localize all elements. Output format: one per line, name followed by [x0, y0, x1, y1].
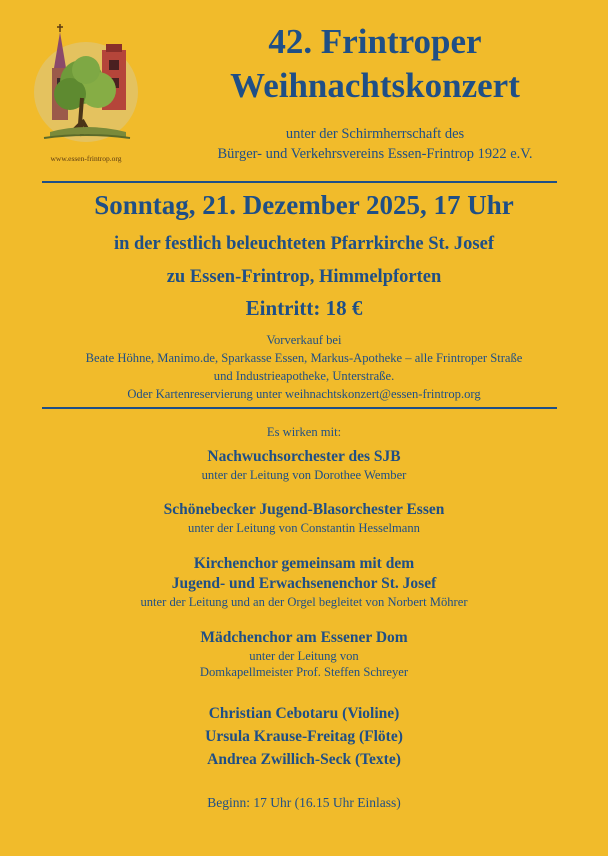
- begin-time: Beginn: 17 Uhr (16.15 Uhr Einlass): [207, 795, 401, 810]
- performer-group: [0, 500, 608, 536]
- group-conductor: unter der Leitung von: [249, 649, 359, 663]
- logo-url: www.essen-frintrop.org: [50, 154, 122, 163]
- presale-info: [0, 331, 608, 403]
- frintrop-church-tree-logo-icon: [30, 20, 142, 152]
- group-title: Jugend- und Erwachsenenchor St. Josef: [171, 575, 437, 592]
- group-title: Nachwuchsorchester des SJB: [207, 448, 401, 465]
- title-line-1: 42. Frintroper: [268, 22, 482, 61]
- title-line-2: Weihnachtskonzert: [230, 66, 520, 105]
- performer-group: [0, 628, 608, 680]
- divider-top: [42, 181, 557, 183]
- divider-bottom: [42, 407, 557, 409]
- group-conductor: unter der Leitung von Dorothee Wember: [201, 468, 407, 482]
- admission-price: Eintritt: 18 €: [245, 296, 363, 320]
- soloist: Andrea Zwillich-Seck (Texte): [207, 751, 401, 768]
- presale-line-1: Vorverkauf bei: [266, 333, 342, 347]
- presale-line-2: Beate Höhne, Manimo.de, Sparkasse Essen, Markus-Apotheke – alle Frintroper Straße: [85, 351, 523, 365]
- presale-line-4: Oder Kartenreservierung unter weihnachtskonzert@essen-frintrop.org: [127, 387, 481, 401]
- group-conductor: Domkapellmeister Prof. Steffen Schreyer: [199, 665, 409, 679]
- logo: [30, 20, 142, 163]
- event-location-line-1: in der festlich beleuchteten Pfarrkirche St. Josef: [113, 234, 495, 254]
- event-date: Sonntag, 21. Dezember 2025, 17 Uhr: [94, 190, 514, 220]
- group-title: Schönebecker Jugend-Blasorchester Essen: [163, 501, 445, 518]
- soloists-list: [0, 702, 608, 771]
- presale-line-3: und Industrieapotheke, Unterstraße.: [213, 369, 395, 383]
- patron-line-1: unter der Schirmherrschaft des: [285, 126, 465, 142]
- soloist: Ursula Krause-Freitag (Flöte): [205, 728, 403, 745]
- group-title: Kirchenchor gemeinsam mit dem: [193, 555, 415, 572]
- performers-intro: Es wirken mit:: [266, 425, 342, 439]
- performer-group: [0, 447, 608, 483]
- event-location-line-2: zu Essen-Frintrop, Himmelpforten: [166, 267, 442, 287]
- soloist: Christian Cebotaru (Violine): [208, 705, 400, 722]
- group-conductor: unter der Leitung und an der Orgel begleitet von Norbert Möhrer: [140, 595, 468, 609]
- performer-group: [0, 554, 608, 610]
- group-title: Mädchenchor am Essener Dom: [200, 629, 408, 646]
- patron-line-2: Bürger- und Verkehrsvereins Essen-Frintrop 1922 e.V.: [217, 146, 533, 162]
- group-conductor: unter der Leitung von Constantin Hesselmann: [188, 521, 420, 535]
